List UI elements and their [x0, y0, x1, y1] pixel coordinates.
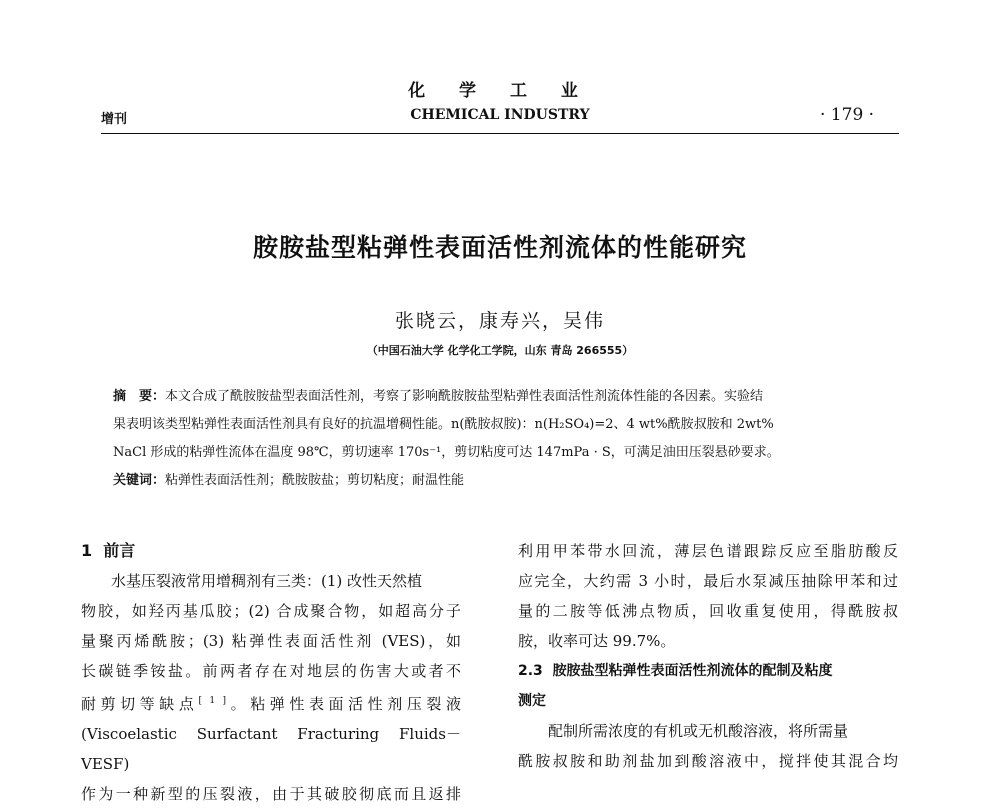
body-line: 应完全，大约需 3 小时，最后水泵减压抽除甲苯和过	[518, 572, 898, 590]
abstract-label: 摘 要：	[113, 389, 166, 404]
keywords-text: 粘弹性表面活性剂；酰胺胺盐；剪切粘度；耐温性能	[165, 473, 465, 488]
body-line: 胺，收率可达 99.7%。	[518, 632, 676, 650]
section-title: 前言	[103, 541, 136, 560]
body-line: 利用甲苯带水回流，薄层色谱跟踪反应至脂肪酸反	[518, 542, 898, 560]
abstract-line-2: 果表明该类型粘弹性表面活性剂具有良好的抗温增稠性能。n(酰胺叔胺)：n(H₂SO₄)=2、4 wt%酰胺叔胺和 2wt%	[113, 417, 774, 432]
body-line: 酰胺叔胺和助剂盐加到酸溶液中，搅拌使其混合均	[518, 752, 898, 770]
body-line	[81, 686, 461, 719]
body-line: (Viscoelastic Surfactant Fracturing Fluids－VESF)	[81, 725, 461, 773]
citation-ref: [ 1 ]	[198, 696, 227, 706]
journal-name-chinese: 化 学 工 业	[408, 81, 592, 101]
header-rule	[101, 133, 899, 134]
keywords-line	[113, 469, 913, 488]
body-line: 配制所需浓度的有机或无机酸溶液，将所需量	[548, 722, 849, 740]
article-authors: 张晓云，康寿兴，吴伟	[394, 310, 605, 332]
section-heading	[81, 536, 461, 566]
body-line: 量聚丙烯酰胺；(3) 粘弹性表面活性剂 (VES)，如	[81, 632, 461, 650]
body-line: 物胶，如羟丙基瓜胶；(2) 合成聚合物，如超高分子	[81, 602, 461, 620]
section-number: 1	[81, 541, 93, 560]
body-line: 作为一种新型的压裂液，由于其破胶彻底而且返排	[81, 785, 461, 803]
journal-name-english: CHEMICAL INDUSTRY	[410, 107, 590, 123]
abstract-text-1: 本文合成了酰胺胺盐型表面活性剂，考察了影响酰胺胺盐型粘弹性表面活性剂流体性能的各因素。实验结	[165, 389, 764, 404]
body-line: 长碳链季铵盐。前两者存在对地层的伤害大或者不	[81, 662, 461, 680]
body-text: 。粘弹性表面活性剂压裂液	[226, 695, 461, 713]
abstract-line-1	[113, 385, 913, 404]
subsection-number: 2.3	[518, 663, 543, 679]
body-text: 耐剪切等缺点	[81, 695, 199, 713]
subsection-heading-cont: 测定	[518, 693, 546, 709]
body-line: 量的二胺等低沸点物质，回收重复使用，得酰胺叔	[518, 602, 898, 620]
subsection-title: 胺胺盐型粘弹性表面活性剂流体的配制及粘度	[552, 663, 833, 679]
subsection-heading	[518, 656, 898, 686]
issue-label: 增刊	[101, 112, 128, 127]
page-number: · 179 ·	[820, 105, 875, 125]
right-column	[518, 536, 898, 776]
left-column	[81, 536, 461, 809]
article-affiliation: （中国石油大学 化学化工学院，山东 青岛 266555）	[366, 344, 634, 357]
body-line: 水基压裂液常用增稠剂有三类：(1) 改性天然植	[111, 572, 423, 590]
abstract-line-3: NaCl 形成的粘弹性流体在温度 98℃，剪切速率 170s⁻¹，剪切粘度可达 147mPa · S，可满足油田压裂悬砂要求。	[113, 445, 780, 460]
keywords-label: 关键词：	[113, 473, 166, 488]
article-title: 胺胺盐型粘弹性表面活性剂流体的性能研究	[252, 233, 747, 262]
